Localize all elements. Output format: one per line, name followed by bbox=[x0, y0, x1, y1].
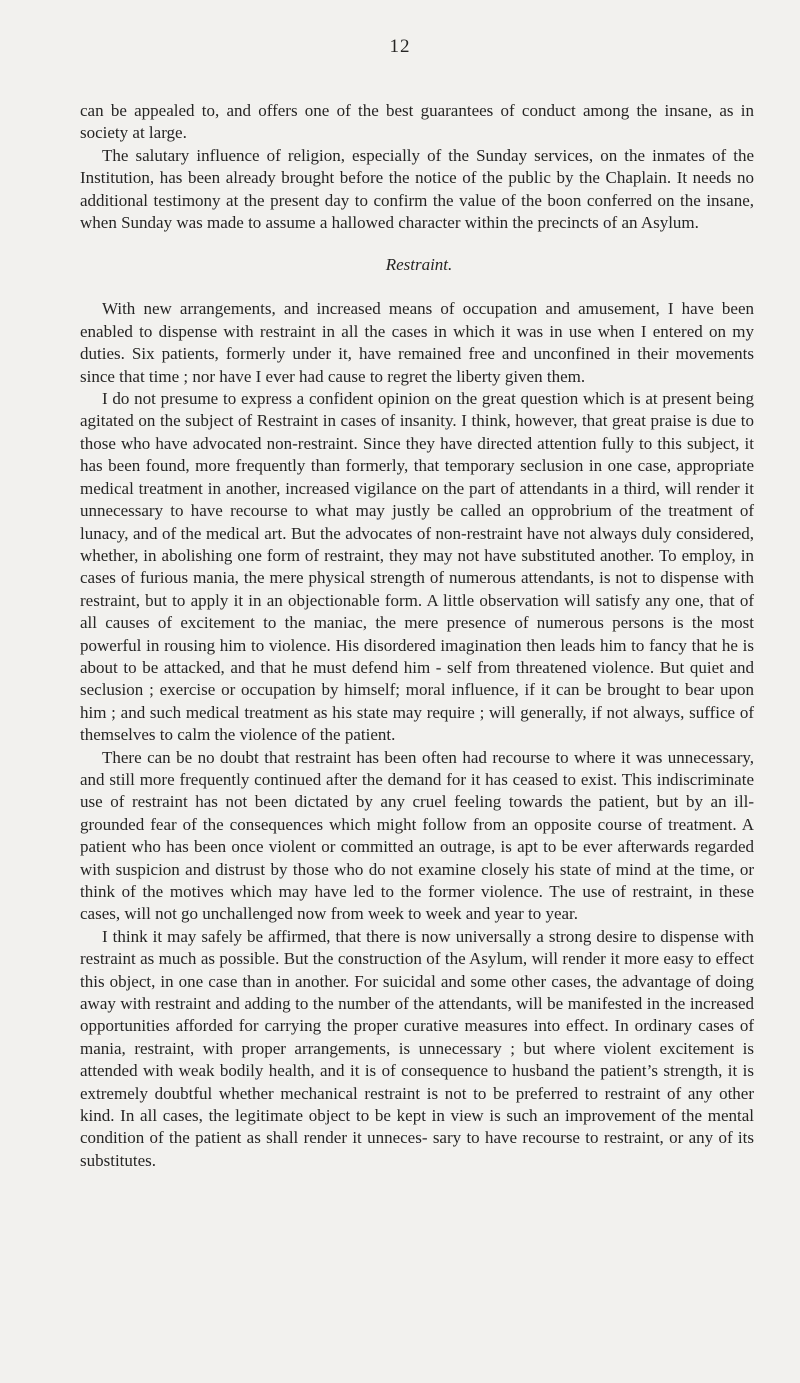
paragraph-continuation: can be appealed to, and offers one of the best guarantees of conduct among the insane, as in society at large. bbox=[80, 101, 754, 143]
paragraph-non-restraint-question: I do not presume to express a confident opinion on the great question which is at present being agitated on the subject of Restraint in cases of insanity. I think, however, that great praise is due to those who have advocated non-restraint. Since they have directed attention fully to this subject, it has been found, more frequently than formerly, that temporary seclusion in one case, appropriate medical treatment in another, increased vigilance on the part of attendants in a third, will render it unnecessary to have recourse to what may justly be called an opprobrium of the treatment of lunacy, and of the medical art. But the advocates of non-restraint have not always duly considered, whether, in abolishing one form of restraint, they may not have substituted another. To employ, in cases of furious mania, the mere physical strength of numerous attendants, is not to dispense with restraint, but to apply it in an objectionable form. A little observation will satisfy any one, that of all causes of excitement to the maniac, the mere presence of numerous persons is the most powerful in rousing him to violence. His disordered imagination then leads him to fancy that he is about to be attacked, and that he must defend him - self from threatened violence. But quiet and seclusion ; exercise or occupation by himself; moral influence, if it can be brought to bear upon him ; and such medical treatment as his state may require ; will generally, if not always, suffice of themselves to calm the violence of the patient. bbox=[80, 389, 754, 745]
paragraph-religion: The salutary influence of religion, especially of the Sunday services, on the inmates of the Institution, has been already brought before the notice of the public by the Chaplain. It needs no additional testimony at the present day to confirm the value of the boon conferred on the insane, when Sunday was made to assume a hallowed character within the precincts of an Asylum. bbox=[80, 145, 754, 233]
page-number: 12 bbox=[389, 36, 411, 57]
paragraph-construction-of-asylum: I think it may safely be affirmed, that there is now universally a strong desire to dispense with restraint as much as possible. But the construction of the Asylum, will render it more easy to effect this object, in one case than in another. For suicidal and some other cases, the advantage of doing away with restraint and adding to the number of the attendants, will be manifested in the increased opportunities afforded for carrying the proper curative measures into effect. In ordinary cases of mania, restraint, with proper arrangements, is unnecessary ; but where violent excitement is attended with weak bodily health, and it is of consequence to husband the patient’s strength, it is extremely doubtful whether mechanical restraint is not to be preferred to restraint of any other kind. In all cases, the legitimate object to be kept in view is such an improvement of the mental condition of the patient as shall render it unneces- sary to have recourse to restraint, or any of its substitutes. bbox=[80, 926, 754, 1170]
section-heading-restraint: Restraint. bbox=[385, 255, 453, 275]
paragraph-indiscriminate-use: There can be no doubt that restraint has been often had recourse to where it was unnecessary, and still more frequently continued after the demand for it has ceased to exist. This indiscriminate use of restraint has not been dictated by any cruel feeling towards the patient, but by an ill-grounded fear of the consequences which might follow from an opposite course of treatment. A patient who has been once violent or committed an outrage, is apt to be ever afterwards regarded with suspicion and distrust by those who do not examine closely his state of mind at the time, or think of the motives which may have led to the former violence. The use of restraint, in these cases, will not go unchallenged now from week to week and year to year. bbox=[80, 747, 754, 924]
paragraph-new-arrangements: With new arrangements, and increased means of occupation and amusement, I have been enabled to dispense with restraint in all the cases in which it was in use when I entered on my duties. Six patients, formerly under it, have remained free and unconfined in their movements since that time ; nor have I ever had cause to regret the liberty given them. bbox=[80, 299, 754, 386]
body-text bbox=[80, 100, 754, 1172]
